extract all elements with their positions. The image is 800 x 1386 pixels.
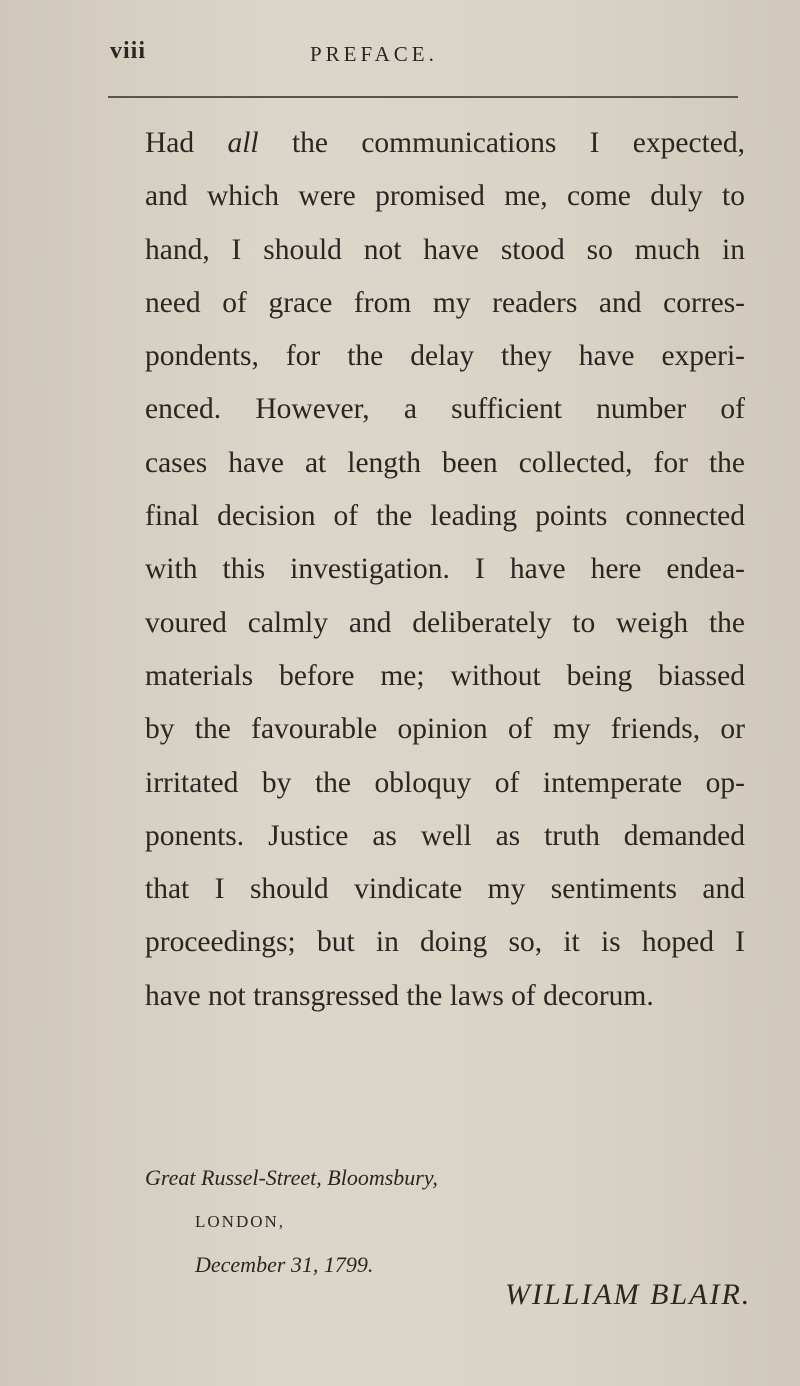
- text-line: that I should vindicate my sentiments and: [145, 873, 745, 906]
- text-line: hand, I should not have stood so much in: [145, 233, 745, 266]
- text-line: and which were promised me, come duly to: [145, 180, 745, 213]
- dateline-place: Great Russel-Street, Bloomsbury,: [145, 1165, 438, 1190]
- header-rule: [108, 96, 738, 98]
- text-line: need of grace from my readers and corres-: [145, 286, 745, 319]
- text-line: have not transgressed the laws of decorum.: [145, 979, 654, 1012]
- text-line: enced. However, a sufficient number of: [145, 393, 745, 426]
- text-line: cases have at length been collected, for the: [145, 446, 745, 479]
- text-line: materials before me; without being biassed: [145, 659, 745, 692]
- dateline-date: December 31, 1799.: [195, 1252, 374, 1277]
- preface-paragraph: [145, 117, 745, 1023]
- page-number: viii: [110, 38, 147, 64]
- text-line: ponents. Justice as well as truth demanded: [145, 819, 745, 852]
- author-signature: WILLIAM BLAIR.: [505, 1278, 752, 1311]
- text-line: pondents, for the delay they have experi-: [145, 340, 745, 373]
- text-line: proceedings; but in doing so, it is hoped I: [145, 926, 745, 959]
- text-line: voured calmly and deliberately to weigh the: [145, 606, 745, 639]
- text-line: final decision of the leading points connected: [145, 500, 745, 533]
- emphasis-word: all: [227, 127, 259, 159]
- running-title: PREFACE.: [310, 42, 438, 66]
- running-head: [110, 38, 750, 78]
- text-line: by the favourable opinion of my friends, or: [145, 713, 745, 746]
- text-line: Had all the communications I expected,: [145, 127, 745, 159]
- dateline-city: LONDON,: [195, 1212, 286, 1231]
- text-line: irritated by the obloquy of intemperate op-: [145, 766, 745, 799]
- text-line: with this investigation. I have here endea-: [145, 553, 745, 586]
